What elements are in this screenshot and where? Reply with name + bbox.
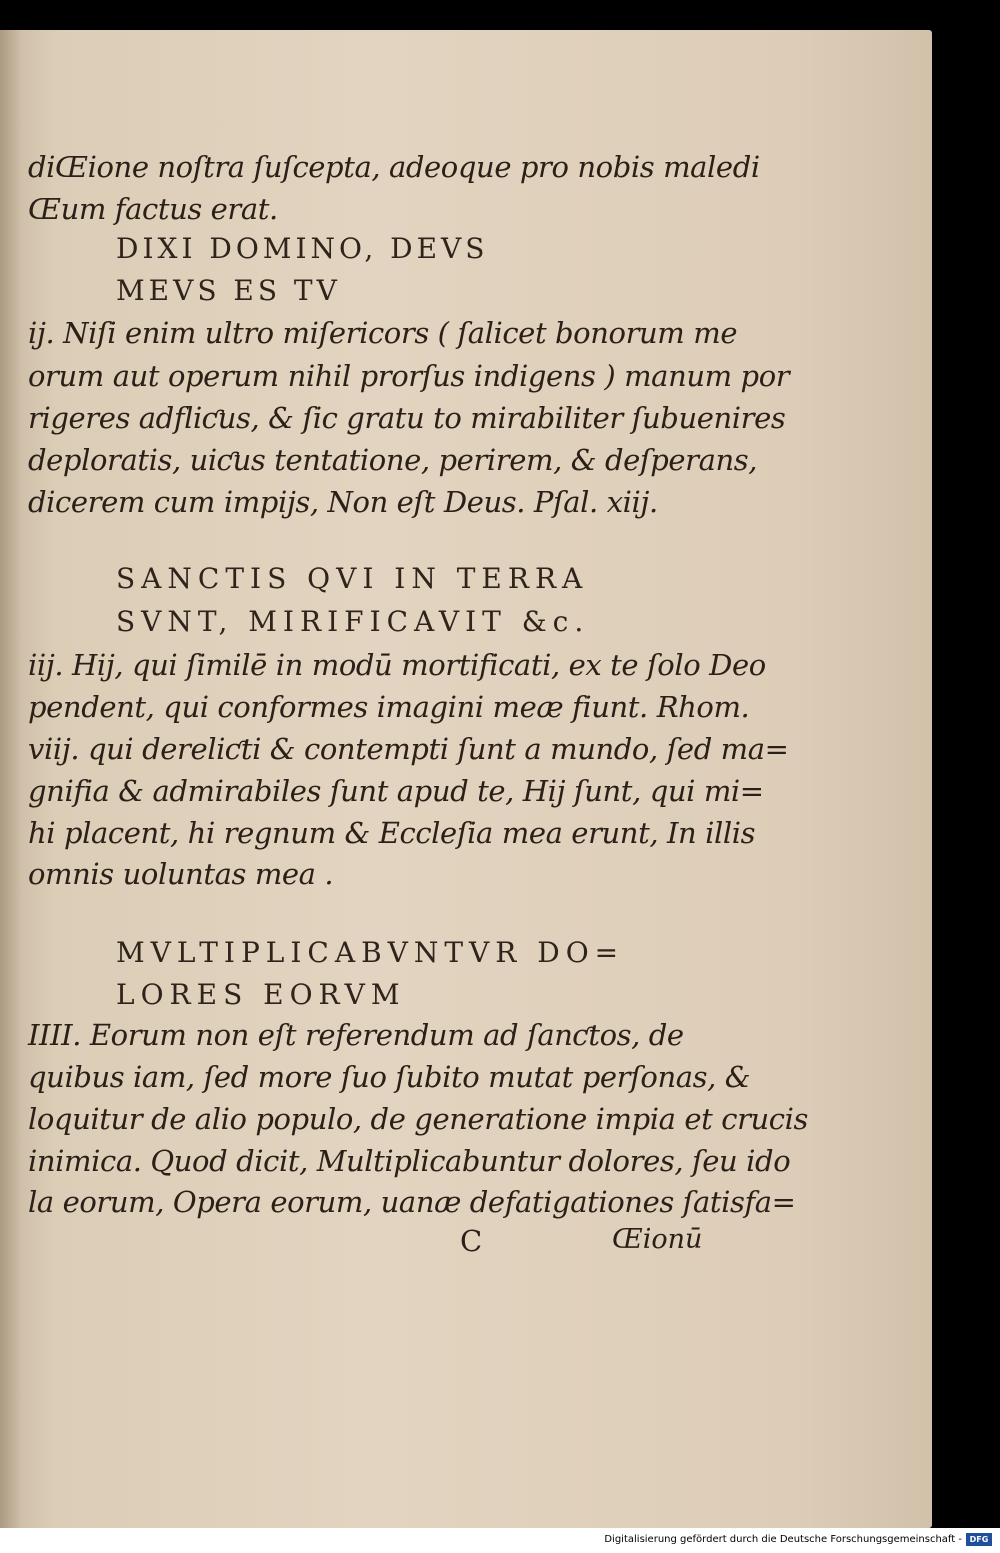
- footer-bar: [0, 1528, 1000, 1553]
- text-line-6: deploratis, uiƈus tentatione, perirem, & deſperans,: [28, 443, 758, 477]
- text-line-8: iij. Hij, qui ſimilē in modū mortificati, ex te ſolo Deo: [28, 648, 766, 682]
- text-line-1: diŒione noſtra ſuſcepta, adeoque pro nobis maledi: [28, 150, 760, 184]
- text-line-11: gnifia & admirabiles ſunt apud te, Hij ſunt, qui mi=: [28, 774, 764, 808]
- text-line-3: ij. Niſi enim ultro miſericors ( ſalicet bonorum me: [28, 316, 738, 350]
- heading-line-6: LORES EORVM: [116, 978, 406, 1011]
- heading-line-3: SANCTIS QVI IN TERRA: [116, 562, 589, 595]
- text-line-13: omnis uoluntas mea .: [28, 857, 334, 891]
- heading-line-5: MVLTIPLICABVNTVR DO=: [116, 936, 625, 969]
- text-line-18: la eorum, Opera eorum, uanæ defatigationes ſatisfa=: [28, 1185, 796, 1219]
- text-line-10: viij. qui dereliƈti & contempti ſunt a mundo, ſed ma=: [28, 732, 789, 766]
- heading-line-4: SVNT, MIRIFICAVIT &c.: [116, 605, 590, 638]
- heading-line-1: DIXI DOMINO, DEVS: [116, 232, 489, 265]
- heading-line-2: MEVS ES TV: [116, 274, 341, 307]
- text-line-5: rigeres adfliƈus, & ſic gratu to mirabiliter ſubuenires: [28, 401, 786, 435]
- text-line-15: quibus iam, ſed more ſuo ſubito mutat perſonas, &: [28, 1060, 751, 1094]
- text-line-16: loquitur de alio populo, de generatione impia et crucis: [28, 1102, 809, 1136]
- text-line-7: dicerem cum impijs, Non eſt Deus. Pſal. xiij.: [28, 485, 658, 519]
- text-line-9: pendent, qui conformes imagini meæ fiunt. Rhom.: [28, 690, 750, 724]
- text-line-2: Œum factus erat.: [28, 192, 278, 226]
- signature-mark: C: [460, 1224, 483, 1258]
- page-gutter-shadow: [0, 30, 22, 1528]
- catchword: Œionū: [612, 1224, 703, 1255]
- text-line-14: IIII. Eorum non eſt referendum ad ſanƈtos, de: [28, 1018, 684, 1052]
- text-line-12: hi placent, hi regnum & Eccleſia mea erunt, In illis: [28, 816, 756, 850]
- dfg-logo: DFG: [966, 1533, 992, 1546]
- footer-credit: Digitalisierung gefördert durch die Deutsche Forschungsgemeinschaft -: [604, 1534, 962, 1545]
- text-line-17: inimica. Quod dicit, Multiplicabuntur dolores, ſeu ido: [28, 1144, 791, 1178]
- text-line-4: orum aut operum nihil prorſus indigens ) manum por: [28, 359, 790, 393]
